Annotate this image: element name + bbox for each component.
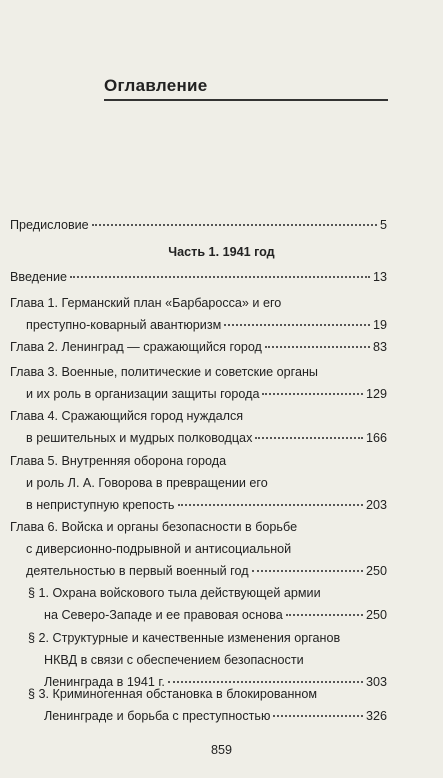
- toc-entry-chapter-5: [10, 450, 387, 516]
- toc-entry-text: с диверсионно-подрывной и антисоциальной: [26, 542, 292, 556]
- toc-entry-text: Глава 6. Войска и органы безопасности в борьбе: [10, 520, 298, 534]
- toc-entry-section-3: [28, 683, 387, 727]
- toc-entry-text: § 2. Структурные и качественные изменения органов: [28, 631, 341, 645]
- toc-page-number: 129: [365, 387, 387, 401]
- toc-page-number: 13: [372, 270, 387, 284]
- toc-entry-text: § 3. Криминогенная обстановка в блокированном: [28, 687, 318, 701]
- toc-page-number: 5: [379, 218, 387, 232]
- dot-leader: [252, 570, 363, 572]
- toc-entry-text: Ленинграда в 1941 г.: [44, 675, 165, 689]
- toc-entry-text: Глава 2. Ленинград — сражающийся город: [10, 340, 262, 354]
- toc-entry-text: и роль Л. А. Говорова в превращении его: [26, 476, 268, 490]
- dot-leader: [224, 324, 370, 326]
- toc-page-number: 250: [365, 608, 387, 622]
- toc-entry-preface: [10, 214, 387, 236]
- toc-entry-chapter-6: [10, 516, 387, 582]
- toc-entry-introduction: [10, 266, 387, 288]
- toc-entry-text: в решительных и мудрых полководцах: [26, 431, 253, 445]
- toc-entry-text: Ленинграде и борьба с преступностью: [44, 709, 271, 723]
- dot-leader: [265, 346, 370, 348]
- toc-entry-chapter-2: [10, 336, 387, 358]
- dot-leader: [273, 715, 363, 717]
- page-title: Оглавление: [104, 76, 388, 101]
- toc-page-number: 19: [372, 318, 387, 332]
- toc-entry-text: преступно-коварный авантюризм: [26, 318, 222, 332]
- toc-entry-text: НКВД в связи с обеспечением безопасности: [44, 653, 304, 667]
- toc-entry-section-1: [28, 582, 387, 626]
- part-heading: Часть 1. 1941 год: [168, 245, 275, 259]
- dot-leader: [255, 437, 363, 439]
- dot-leader: [262, 393, 363, 395]
- toc-page-number: 166: [365, 431, 387, 445]
- toc-entry-text: деятельностью в первый военный год: [26, 564, 249, 578]
- toc-page-number: 250: [365, 564, 387, 578]
- dot-leader: [70, 276, 370, 278]
- toc-page-number: 83: [372, 340, 387, 354]
- page-footer-number: 859: [210, 743, 232, 757]
- toc-entry-text: Введение: [10, 270, 68, 284]
- dot-leader: [178, 504, 363, 506]
- toc-entry-text: Глава 3. Военные, политические и советские органы: [10, 365, 318, 379]
- toc-entry-chapter-4: [10, 405, 387, 449]
- toc-entry-text: Глава 1. Германский план «Барбаросса» и его: [10, 296, 282, 310]
- dot-leader: [92, 224, 377, 226]
- toc-page-number: 203: [365, 498, 387, 512]
- toc-entry-text: Предисловие: [10, 218, 89, 232]
- dot-leader: [286, 614, 363, 616]
- toc-page-number: 326: [365, 709, 387, 723]
- toc-entry-text: Глава 4. Сражающийся город нуждался: [10, 409, 244, 423]
- toc-page-number: 303: [365, 675, 387, 689]
- toc-entry-chapter-1: [10, 292, 387, 336]
- toc-entry-text: на Северо-Западе и ее правовая основа: [44, 608, 283, 622]
- toc-entry-text: в неприступную крепость: [26, 498, 175, 512]
- toc-entry-chapter-3: [10, 361, 387, 405]
- toc-entry-text: и их роль в организации защиты города: [26, 387, 260, 401]
- toc-entry-text: Глава 5. Внутренняя оборона города: [10, 454, 227, 468]
- toc-entry-text: § 1. Охрана войскового тыла действующей армии: [28, 586, 321, 600]
